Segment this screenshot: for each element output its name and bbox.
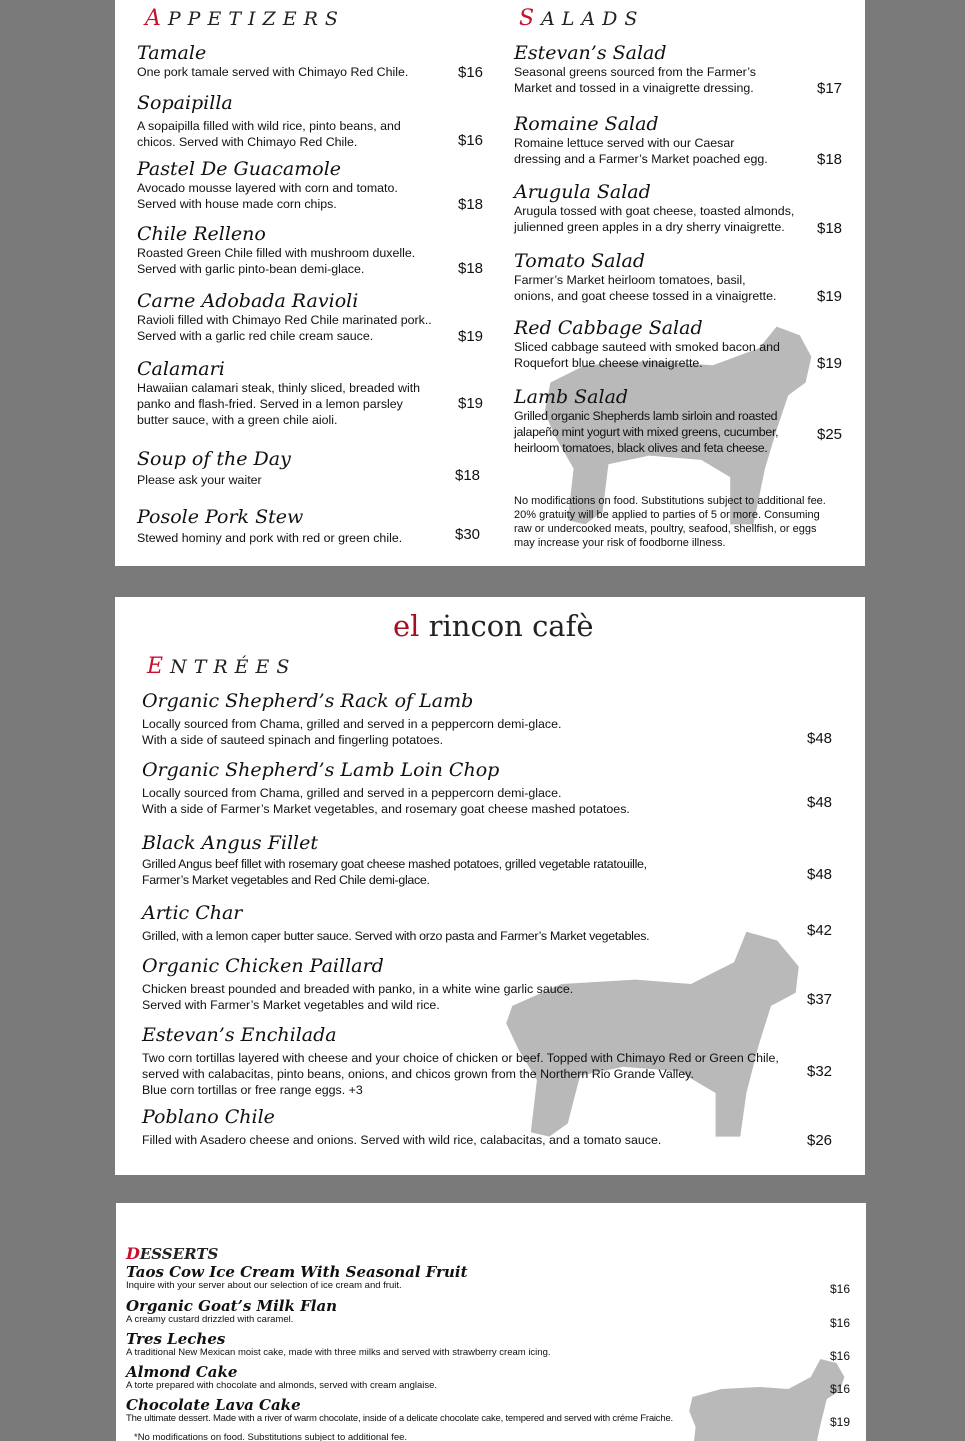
menu-item bbox=[514, 181, 843, 237]
item-description: Grilled, with a lemon caper butter sauce. Served with orzo pasta and Farmer’s Market vegetables. bbox=[142, 929, 650, 943]
item-description: A torte prepared with chocolate and almonds, served with cream anglaise. bbox=[126, 1380, 438, 1391]
item-price: $48 bbox=[807, 866, 833, 883]
item-name: Tres Leches bbox=[126, 1330, 226, 1348]
appetizers-salads-panel bbox=[115, 0, 865, 566]
item-price: $19 bbox=[829, 1415, 850, 1429]
item-price: $19 bbox=[458, 395, 484, 412]
item-description: Chicken breast pounded and breaded with panko, in a white wine garlic sauce. Served with Farmer’s Market vegetables and wild rice. bbox=[142, 982, 574, 1012]
item-price: $16 bbox=[829, 1349, 850, 1363]
item-price: $48 bbox=[807, 794, 833, 811]
menu-item bbox=[126, 1263, 856, 1296]
menu-item bbox=[514, 386, 843, 456]
item-description: A creamy custard drizzled with caramel. bbox=[126, 1314, 294, 1325]
item-name: Lamb Salad bbox=[514, 386, 629, 408]
salads-heading: SALADS bbox=[519, 6, 645, 31]
item-description: Please ask your waiter bbox=[137, 473, 262, 487]
desserts-fine-print: *No modifications on food. Substitutions subject to additional fee. bbox=[134, 1432, 408, 1441]
salads-fine-print: No modifications on food. Substitutions subject to additional fee. 20% gratuity will be applied to parties of 5 or more. Consuming raw or undercooked meats, poultry, seafood, shellfish, or eggs may increase your risk of foodborne illness. bbox=[514, 495, 826, 549]
item-description: Arugula tossed with goat cheese, toasted almonds, julienned green apples in a dry sherry vinaigrette. bbox=[514, 204, 795, 234]
item-price: $25 bbox=[817, 426, 843, 443]
menu-item bbox=[514, 42, 843, 97]
menu-item bbox=[126, 1363, 856, 1396]
item-description: Seasonal greens sourced from the Farmer’s Market and tossed in a vinaigrette dressing. bbox=[514, 65, 756, 95]
menu-item bbox=[126, 1396, 856, 1429]
menu-item bbox=[126, 1330, 856, 1363]
item-price: $16 bbox=[829, 1282, 850, 1296]
item-description: Two corn tortillas layered with cheese and your choice of chicken or beef. Topped with Chimayo Red or Green Chile, served with calabacitas, pinto beans, onions, and chicos grown from the Northern Rio Grande Valley. Blue corn tortillas or free range eggs. +3 bbox=[142, 1051, 779, 1097]
item-description: Roasted Green Chile filled with mushroom duxelle. Served with garlic pinto-bean demi-glace. bbox=[137, 246, 416, 276]
item-description: Locally sourced from Chama, grilled and served in a peppercorn demi-glace. With a side of sauteed spinach and fingerling potatoes. bbox=[142, 717, 562, 747]
item-price: $32 bbox=[807, 1063, 833, 1080]
item-price: $42 bbox=[807, 922, 833, 939]
item-description: Hawaiian calamari steak, thinly sliced, breaded with panko and flash-fried. Served in a lemon parsley butter sauce, with a green chile aioli. bbox=[137, 381, 421, 427]
item-price: $18 bbox=[817, 220, 843, 237]
item-price: $48 bbox=[807, 730, 833, 747]
item-name: Sopaipilla bbox=[137, 92, 233, 114]
entrees-panel bbox=[115, 597, 865, 1175]
item-description: Grilled organic Shepherds lamb sirloin and roasted jalapeño mint yogurt with mixed greens, cucumber, heirloom tomatoes, black olives and feta cheese. bbox=[514, 409, 779, 455]
item-description: Romaine lettuce served with our Caesar dressing and a Farmer’s Market poached egg. bbox=[514, 136, 768, 166]
item-name: Carne Adobada Ravioli bbox=[137, 290, 359, 312]
item-name: Calamari bbox=[137, 358, 225, 380]
item-description: Grilled Angus beef fillet with rosemary goat cheese mashed potatoes, grilled vegetable ratatouille, Farmer’s Market vegetables and Red Chile demi-glace. bbox=[142, 857, 647, 887]
item-name: Posole Pork Stew bbox=[137, 506, 304, 528]
desserts-panel bbox=[116, 1203, 866, 1441]
item-description: Avocado mousse layered with corn and tomato. Served with house made corn chips. bbox=[137, 181, 398, 211]
item-description: The ultimate dessert. Made with a river of warm chocolate, inside of a delicate chocolate cake, tempered and served with créme Fraiche. bbox=[126, 1413, 673, 1424]
item-name: Chile Relleno bbox=[137, 223, 266, 245]
appetizers-heading: APPETIZERS bbox=[145, 6, 345, 31]
menu-item bbox=[142, 1024, 832, 1098]
item-description: Sliced cabbage sauteed with smoked bacon and Roquefort blue cheese vinaigrette. bbox=[514, 340, 780, 370]
menu-item bbox=[142, 832, 832, 888]
item-name: Organic Chicken Paillard bbox=[142, 955, 384, 977]
desserts-heading: DESSERTS bbox=[126, 1244, 219, 1263]
item-name: Organic Shepherd’s Rack of Lamb bbox=[142, 690, 474, 712]
item-name: Tamale bbox=[137, 42, 207, 64]
menu-item bbox=[137, 290, 484, 345]
item-description: A traditional New Mexican moist cake, made with three milks and served with strawberry cream icing. bbox=[126, 1347, 551, 1358]
item-description: Stewed hominy and pork with red or green chile. bbox=[137, 531, 403, 545]
menu-item bbox=[137, 92, 484, 150]
item-description: Filled with Asadero cheese and onions. Served with wild rice, calabacitas, and a tomato sauce. bbox=[142, 1133, 662, 1147]
menu-item bbox=[142, 759, 832, 817]
item-name: Soup of the Day bbox=[137, 448, 291, 470]
item-name: Tomato Salad bbox=[514, 250, 646, 272]
restaurant-logo: el rincon cafè bbox=[393, 609, 594, 643]
item-name: Taos Cow Ice Cream With Seasonal Fruit bbox=[126, 1263, 468, 1281]
item-name: Estevan’s Enchilada bbox=[142, 1024, 337, 1046]
item-name: Organic Goat’s Milk Flan bbox=[126, 1297, 338, 1315]
item-name: Arugula Salad bbox=[514, 181, 651, 203]
item-name: Artic Char bbox=[142, 902, 243, 924]
item-price: $18 bbox=[458, 196, 484, 213]
item-price: $16 bbox=[458, 132, 484, 149]
item-price: $19 bbox=[817, 355, 843, 372]
item-description: Farmer’s Market heirloom tomatoes, basil, onions, and goat cheese tossed in a vinaigrette. bbox=[514, 273, 777, 303]
menu-item bbox=[142, 690, 832, 748]
menu-item bbox=[514, 113, 843, 168]
item-price: $19 bbox=[817, 288, 843, 305]
menu-item bbox=[126, 1297, 856, 1330]
item-name: Poblano Chile bbox=[142, 1106, 275, 1128]
item-price: $16 bbox=[458, 64, 484, 81]
menu-item bbox=[137, 158, 484, 213]
item-name: Black Angus Fillet bbox=[142, 832, 319, 854]
item-name: Red Cabbage Salad bbox=[514, 317, 703, 339]
menu-item bbox=[137, 223, 484, 277]
item-description: Inquire with your server about our selection of ice cream and fruit. bbox=[126, 1280, 402, 1291]
menu-item bbox=[137, 506, 481, 546]
menu-item bbox=[142, 955, 832, 1013]
item-description: Ravioli filled with Chimayo Red Chile marinated pork.. Served with a garlic red chile cream sauce. bbox=[137, 313, 432, 343]
item-price: $16 bbox=[829, 1316, 850, 1330]
menu-item bbox=[137, 42, 487, 80]
item-name: Estevan’s Salad bbox=[514, 42, 667, 64]
entrees-heading: ENTRÉES bbox=[147, 654, 297, 679]
item-description: A sopaipilla filled with wild rice, pinto beans, and chicos. Served with Chimayo Red Chile. bbox=[137, 119, 401, 149]
menu-item bbox=[137, 448, 481, 488]
item-price: $26 bbox=[807, 1132, 833, 1149]
item-price: $19 bbox=[458, 328, 484, 345]
menu-item bbox=[514, 250, 843, 305]
item-description: One pork tamale served with Chimayo Red Chile. bbox=[137, 65, 409, 79]
item-name: Organic Shepherd’s Lamb Loin Chop bbox=[142, 759, 500, 781]
item-price: $16 bbox=[829, 1382, 850, 1396]
item-price: $30 bbox=[455, 526, 481, 543]
item-price: $17 bbox=[817, 80, 843, 97]
item-name: Chocolate Lava Cake bbox=[126, 1396, 301, 1414]
menu-item bbox=[514, 317, 843, 372]
item-price: $18 bbox=[455, 467, 481, 484]
item-price: $18 bbox=[817, 151, 843, 168]
menu-item bbox=[142, 902, 832, 944]
item-name: Romaine Salad bbox=[514, 113, 659, 135]
item-price: $18 bbox=[458, 260, 484, 277]
item-name: Almond Cake bbox=[126, 1363, 238, 1381]
item-price: $37 bbox=[807, 991, 833, 1008]
item-description: Locally sourced from Chama, grilled and served in a peppercorn demi-glace. With a side of Farmer’s Market vegetables, and rosemary goat cheese mashed potatoes. bbox=[142, 786, 630, 816]
menu-item bbox=[137, 358, 484, 428]
item-name: Pastel De Guacamole bbox=[137, 158, 342, 180]
menu-item bbox=[142, 1106, 832, 1148]
